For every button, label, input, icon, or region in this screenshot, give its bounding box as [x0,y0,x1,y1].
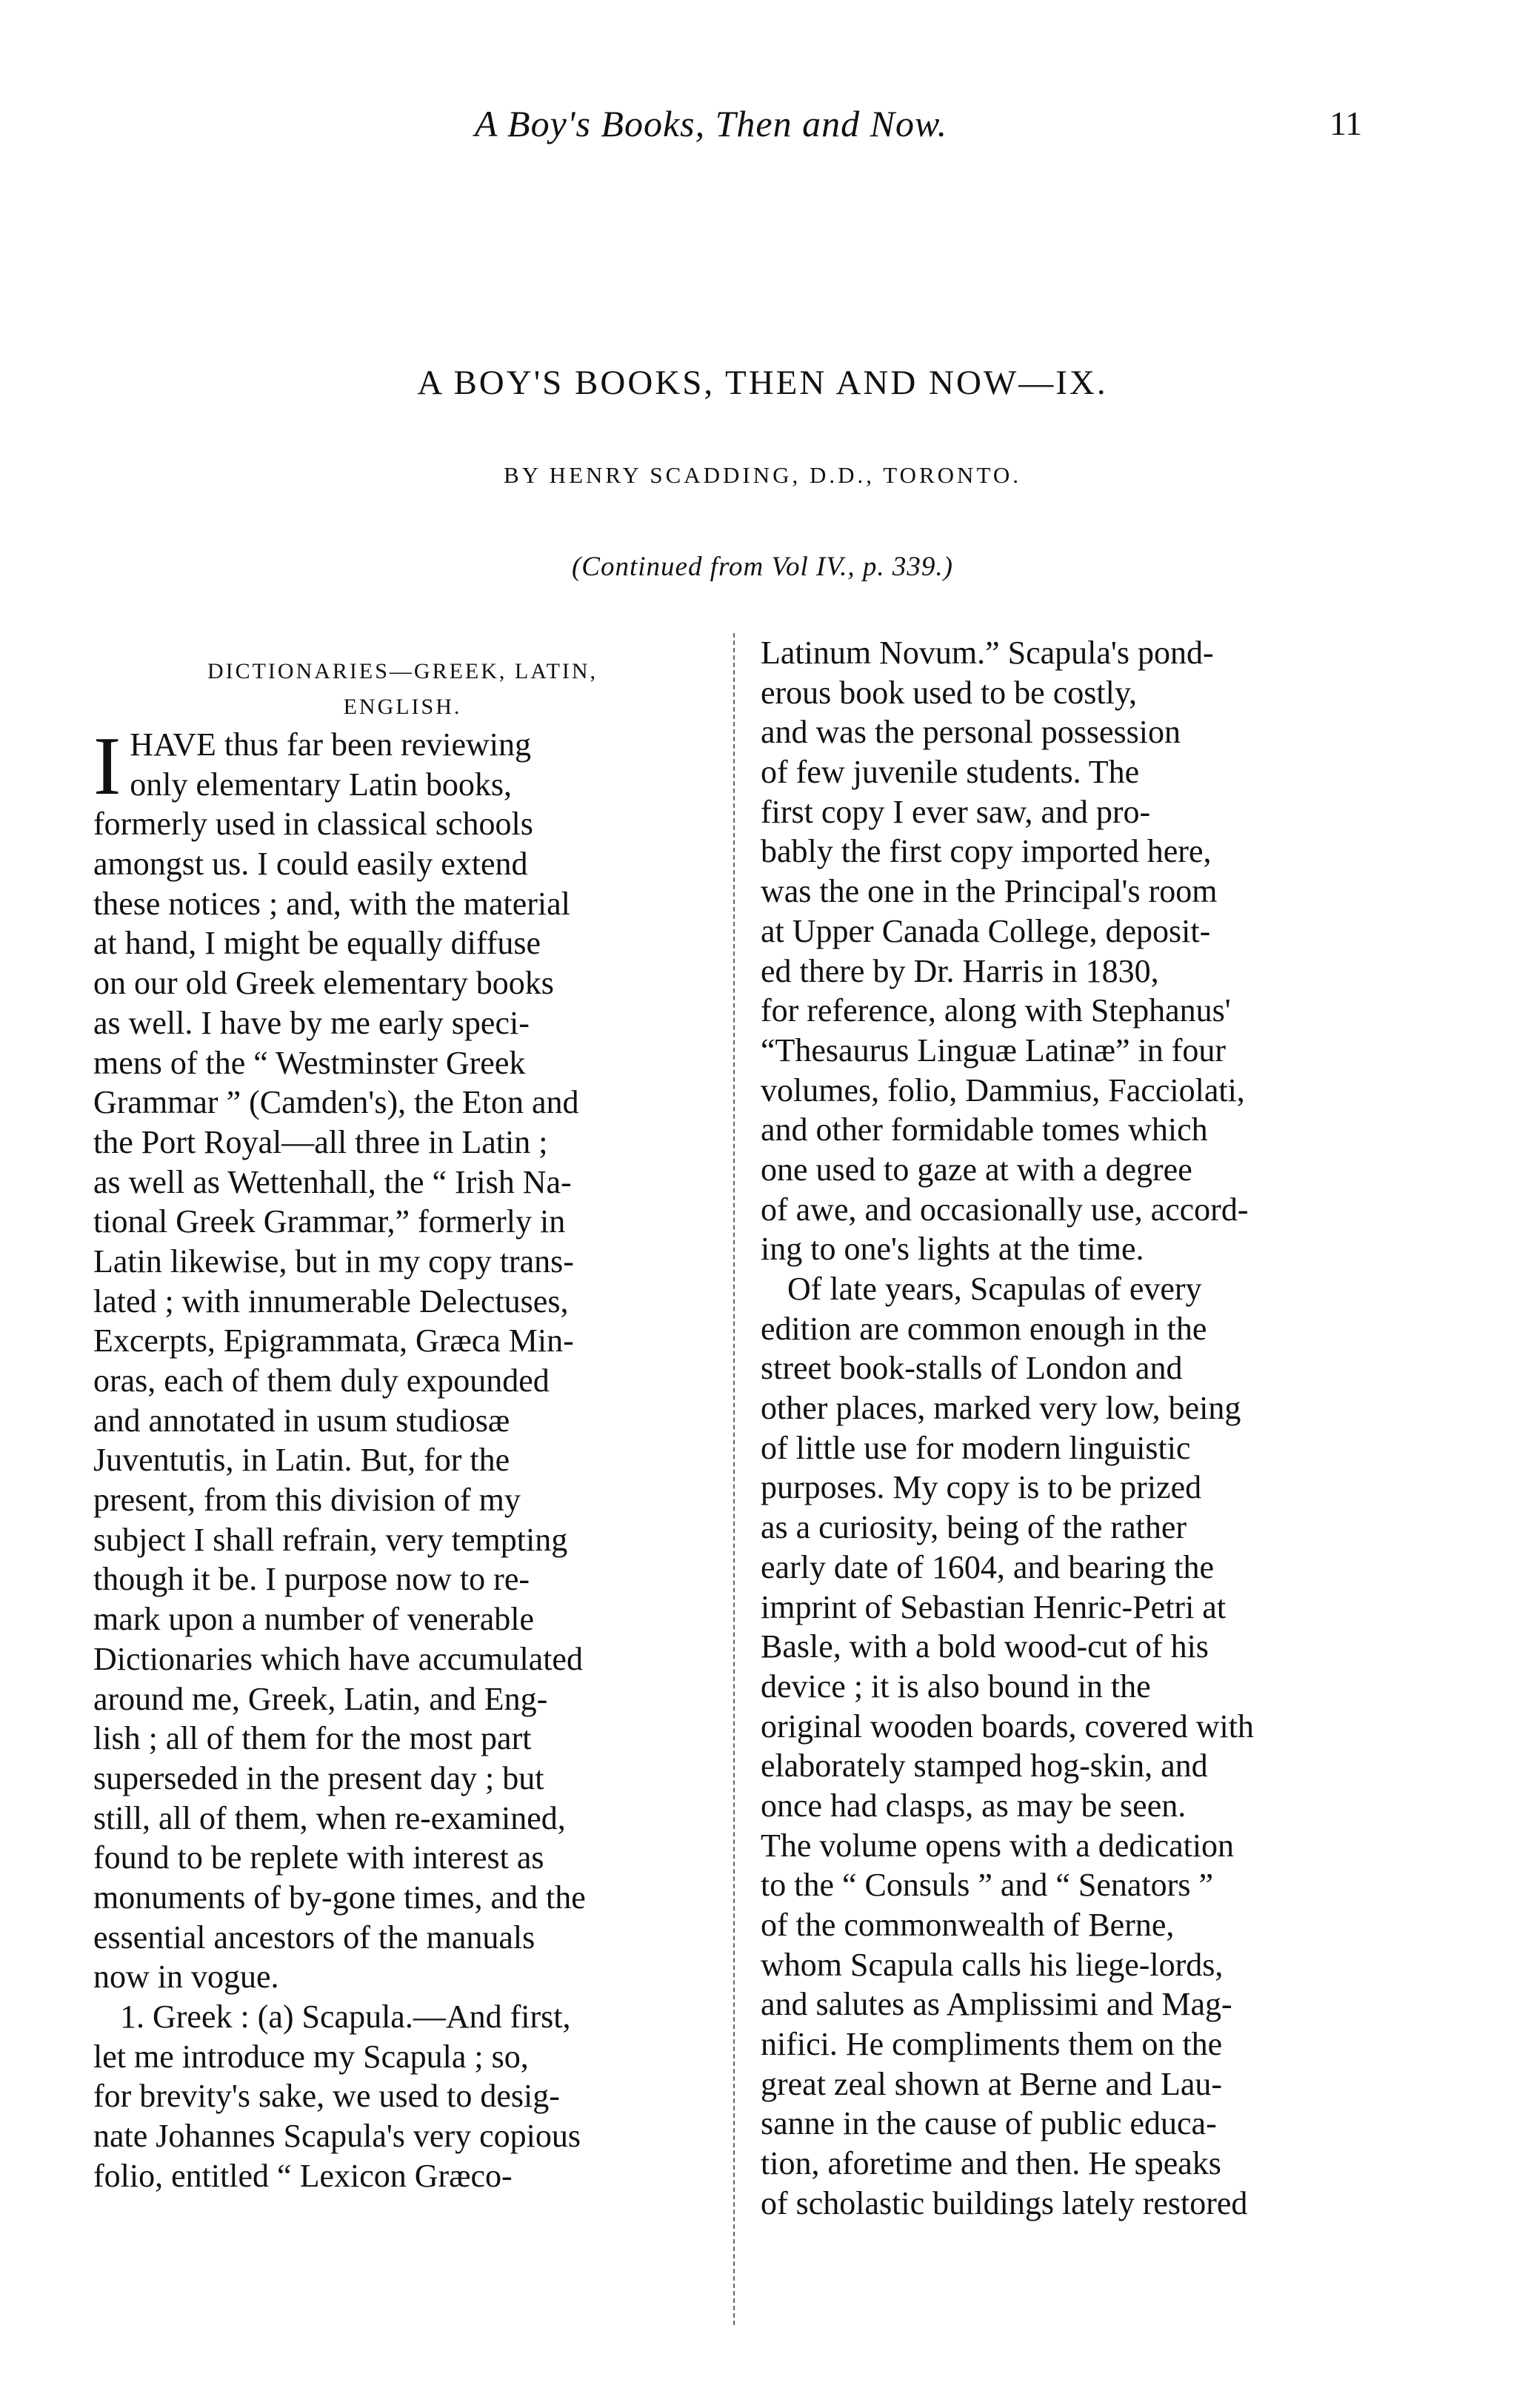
text-line: at Upper Canada College, deposit- [761,912,1211,949]
text-line: only elementary Latin books, [130,766,512,803]
text-line: folio, entitled “ Lexicon Græco- [93,2157,513,2194]
text-line: though it be. I purpose now to re- [93,1561,530,1598]
text-line: Basle, with a bold wood-cut of his [761,1628,1209,1665]
text-line: formerly used in classical schools [93,806,533,843]
text-line: once had clasps, as may be seen. [761,1787,1187,1824]
column-divider [733,633,735,2325]
text-line: nifici. He compliments them on the [761,2026,1223,2063]
text-line: erous book used to be costly, [761,674,1137,711]
article-title: A BOY'S BOOKS, THEN AND NOW—IX. [417,364,1108,402]
text-line: purposes. My copy is to be prized [761,1469,1202,1506]
drop-cap: I [93,720,121,812]
text-line: great zeal shown at Berne and Lau- [761,2065,1223,2102]
text-line: bably the first copy imported here, [761,833,1212,870]
text-line: and was the personal possession [761,714,1181,751]
text-line: these notices ; and, with the material [93,885,570,922]
text-line: volumes, folio, Dammius, Facciolati, [761,1071,1245,1108]
text-line: as a curiosity, being of the rather [761,1509,1187,1546]
text-line: and other formidable tomes which [761,1111,1208,1148]
text-line: Latinum Novum.” Scapula's pond- [761,635,1214,671]
text-line: nate Johannes Scapula's very copious [93,2118,581,2155]
text-line: device ; it is also bound in the [761,1668,1151,1705]
text-line: at hand, I might be equally diffuse [93,925,541,962]
text-line: let me introduce my Scapula ; so, [93,2038,529,2075]
text-line: essential ancestors of the manuals [93,1919,535,1956]
text-line: Dictionaries which have accumulated [93,1640,583,1677]
text-line: amongst us. I could easily extend [93,846,528,883]
text-line: whom Scapula calls his liege-lords, [761,1946,1224,1983]
text-line: tional Greek Grammar,” formerly in [93,1203,566,1240]
text-line: HAVE thus far been reviewing [130,726,532,763]
text-line: Of late years, Scapulas of every [787,1271,1202,1307]
text-line: monuments of by-gone times, and the [93,1879,586,1916]
text-line: was the one in the Principal's room [761,873,1218,910]
text-line: edition are common enough in the [761,1310,1207,1347]
text-line: ed there by Dr. Harris in 1830, [761,952,1159,989]
text-line: the Port Royal—all three in Latin ; [93,1123,548,1160]
text-line: The volume opens with a dedication [761,1827,1235,1864]
text-line: elaborately stamped hog-skin, and [761,1748,1208,1785]
text-line: tion, aforetime and then. He speaks [761,2145,1221,2182]
text-line: sanne in the cause of public educa- [761,2105,1217,2142]
text-line: of few juvenile students. The [761,754,1140,791]
text-line: first copy I ever saw, and pro- [761,793,1151,830]
text-line: lated ; with innumerable Delectuses, [93,1282,569,1320]
text-line: street book-stalls of London and [761,1350,1183,1387]
text-line: Latin likewise, but in my copy trans- [93,1243,574,1280]
text-line: original wooden boards, covered with [761,1708,1254,1745]
section-heading [93,633,712,725]
text-line: of the commonwealth of Berne, [761,1907,1175,1943]
text-line: Juventutis, in Latin. But, for the [93,1442,510,1479]
section-heading-line: DICTIONARIES—GREEK, LATIN, [207,659,598,683]
text-line: superseded in the present day ; but [93,1759,544,1796]
page-number: 11 [1329,104,1363,142]
text-line: imprint of Sebastian Henric-Petri at [761,1588,1227,1625]
text-line: 1. Greek : (a) Scapula.—And first, [120,1999,571,2035]
text-line: to the “ Consuls ” and “ Senators ” [761,1867,1213,1904]
left-column-text [93,720,712,2195]
text-line: oras, each of them duly expounded [93,1362,550,1399]
text-line: on our old Greek elementary books [93,965,554,1002]
text-line: of little use for modern linguistic [761,1429,1191,1466]
text-line: as well as Wettenhall, the “ Irish Na- [93,1163,572,1200]
text-line: now in vogue. [93,1959,279,1996]
text-line: for reference, along with Stephanus' [761,992,1231,1029]
text-line: of awe, and occasionally use, accord- [761,1191,1249,1228]
right-column [761,633,1379,2224]
text-line: for brevity's sake, we used to desig- [93,2078,560,2115]
text-line: subject I shall refrain, very tempting [93,1521,568,1558]
text-line: ing to one's lights at the time. [761,1231,1144,1268]
left-column [93,633,712,2195]
text-line: Grammar ” (Camden's), the Eton and [93,1084,579,1121]
text-line: and annotated in usum studiosæ [93,1402,510,1439]
byline: BY HENRY SCADDING, D.D., TORONTO. [504,462,1021,488]
section-heading-line: ENGLISH. [343,695,462,719]
text-line: mark upon a number of venerable [93,1601,534,1638]
continued-note: (Continued from Vol IV., p. 339.) [571,552,953,582]
text-line: of scholastic buildings lately restored [761,2184,1248,2221]
text-line: lish ; all of them for the most part [93,1720,532,1757]
text-line: present, from this division of my [93,1482,521,1519]
text-line: “Thesaurus Linguæ Latinæ” in four [761,1031,1227,1068]
text-line: as well. I have by me early speci- [93,1004,530,1041]
text-line: mens of the “ Westminster Greek [93,1044,526,1081]
text-line: other places, marked very low, being [761,1390,1241,1427]
right-column-text [761,633,1379,2224]
text-line: found to be replete with interest as [93,1839,544,1876]
text-line: early date of 1604, and bearing the [761,1548,1215,1585]
text-line: one used to gaze at with a degree [761,1151,1192,1188]
running-head: A Boy's Books, Then and Now. [474,103,948,144]
text-line: still, all of them, when re-examined, [93,1799,566,1836]
text-line: around me, Greek, Latin, and Eng- [93,1680,548,1717]
text-line: Excerpts, Epigrammata, Græca Min- [93,1322,574,1359]
text-line: and salutes as Amplissimi and Mag- [761,1986,1232,2023]
